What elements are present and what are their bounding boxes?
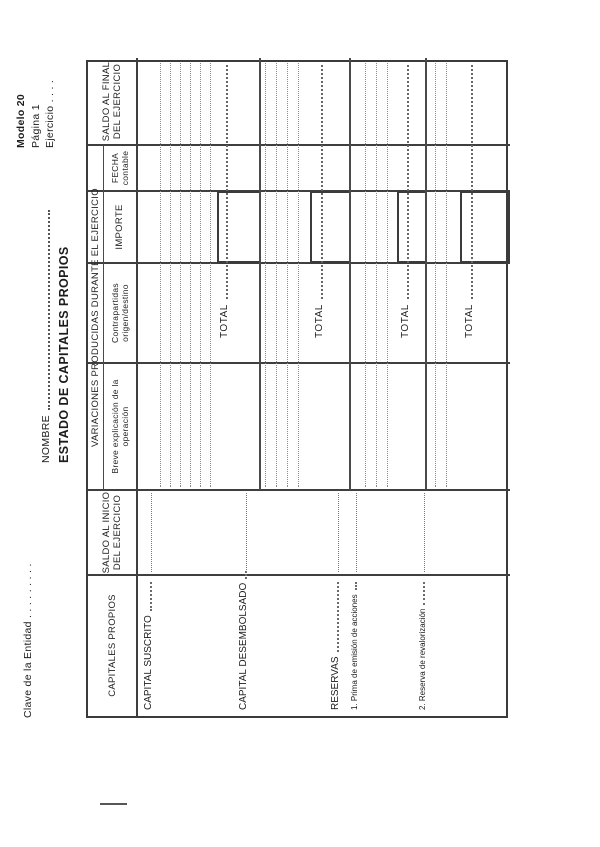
dotted-data-row xyxy=(387,63,388,487)
header-variaciones: VARIACIONES PRODUCIDAS DURANTE EL EJERCICIO xyxy=(90,188,101,447)
header-saldo-final: SALDO AL FINAL DEL EJERCICIO xyxy=(101,61,123,142)
clave-entidad-line: Clave de la Entidad . . . . . . . . . xyxy=(22,563,34,718)
modelo-label: Modelo 20 xyxy=(15,93,27,148)
section-label xyxy=(414,581,427,710)
dotted-data-row xyxy=(190,63,191,487)
label-row-dots xyxy=(356,493,357,572)
dotted-data-row xyxy=(200,63,201,487)
column-line xyxy=(88,574,510,576)
dotted-data-row xyxy=(446,63,447,487)
label-dotted-leader xyxy=(423,582,425,605)
dotted-data-row xyxy=(435,63,436,487)
section-label-text: CAPITAL SUSCRITO xyxy=(143,615,154,710)
header-contrapartidas: Contrapartidas origen/destino xyxy=(109,283,130,343)
nombre-label: NOMBRE xyxy=(40,415,52,463)
pagina-label: Página 1 xyxy=(29,104,42,148)
header-saldo-inicio: SALDO AL INICIO DEL EJERCICIO xyxy=(101,491,123,574)
dotted-data-row xyxy=(376,63,377,487)
total-label: TOTAL xyxy=(219,304,230,338)
section-label-text: CAPITAL DESEMBOLSADO xyxy=(238,582,249,710)
scan-smudge-mark xyxy=(100,803,127,805)
total-row xyxy=(399,63,411,338)
header-breve-explicacion: Breve explicación de la operación xyxy=(109,379,130,474)
total-label: TOTAL xyxy=(464,304,475,338)
total-dotted-leader xyxy=(226,65,228,299)
section-separator-line xyxy=(259,58,261,490)
header-fecha-contable: FECHA contable xyxy=(109,150,130,186)
section-label xyxy=(236,581,249,710)
page-title: ESTADO DE CAPITALES PROPIOS xyxy=(57,246,71,463)
section-separator-line xyxy=(425,58,427,490)
header-capitales-propios: CAPITALES PROPIOS xyxy=(106,594,118,697)
dotted-data-row xyxy=(170,63,171,487)
total-dotted-leader xyxy=(407,65,409,299)
label-row-dots xyxy=(338,493,339,572)
form-id-block xyxy=(14,80,58,148)
section-separator-line xyxy=(349,58,351,490)
label-row-dots xyxy=(246,493,247,572)
section-label xyxy=(328,581,341,710)
label-row-dots xyxy=(424,493,425,572)
nombre-field xyxy=(40,210,52,463)
total-row xyxy=(463,63,475,338)
ejercicio-label: Ejercicio . . . . xyxy=(44,79,56,148)
dotted-data-row xyxy=(365,63,366,487)
nombre-dotted-leader xyxy=(48,210,50,410)
header-importe: IMPORTE xyxy=(114,204,125,250)
section-label xyxy=(141,581,154,710)
label-dotted-leader xyxy=(355,582,357,590)
total-dotted-leader xyxy=(321,65,323,299)
section-label-text: 1. Prima de emisión de acciones xyxy=(350,594,359,710)
dotted-data-row xyxy=(180,63,181,487)
section-label-text: RESERVAS xyxy=(330,656,341,710)
dotted-data-row xyxy=(265,63,266,487)
dotted-data-row xyxy=(276,63,277,487)
dotted-data-row xyxy=(210,63,211,487)
dotted-data-row xyxy=(287,63,288,487)
dotted-data-row xyxy=(298,63,299,487)
label-dotted-leader xyxy=(150,582,152,611)
column-line xyxy=(88,489,510,491)
capitales-propios-table xyxy=(86,60,508,718)
total-label: TOTAL xyxy=(314,304,325,338)
section-label-text: 2. Reserva de revalorización xyxy=(418,608,427,710)
total-label: TOTAL xyxy=(400,304,411,338)
total-row xyxy=(313,63,325,338)
section-label xyxy=(346,581,359,710)
label-row-dots xyxy=(151,493,152,572)
dotted-data-row xyxy=(160,63,161,487)
label-dotted-leader xyxy=(337,582,339,652)
header-bottom-line xyxy=(136,58,138,716)
total-dotted-leader xyxy=(471,65,473,299)
total-row xyxy=(218,63,230,338)
